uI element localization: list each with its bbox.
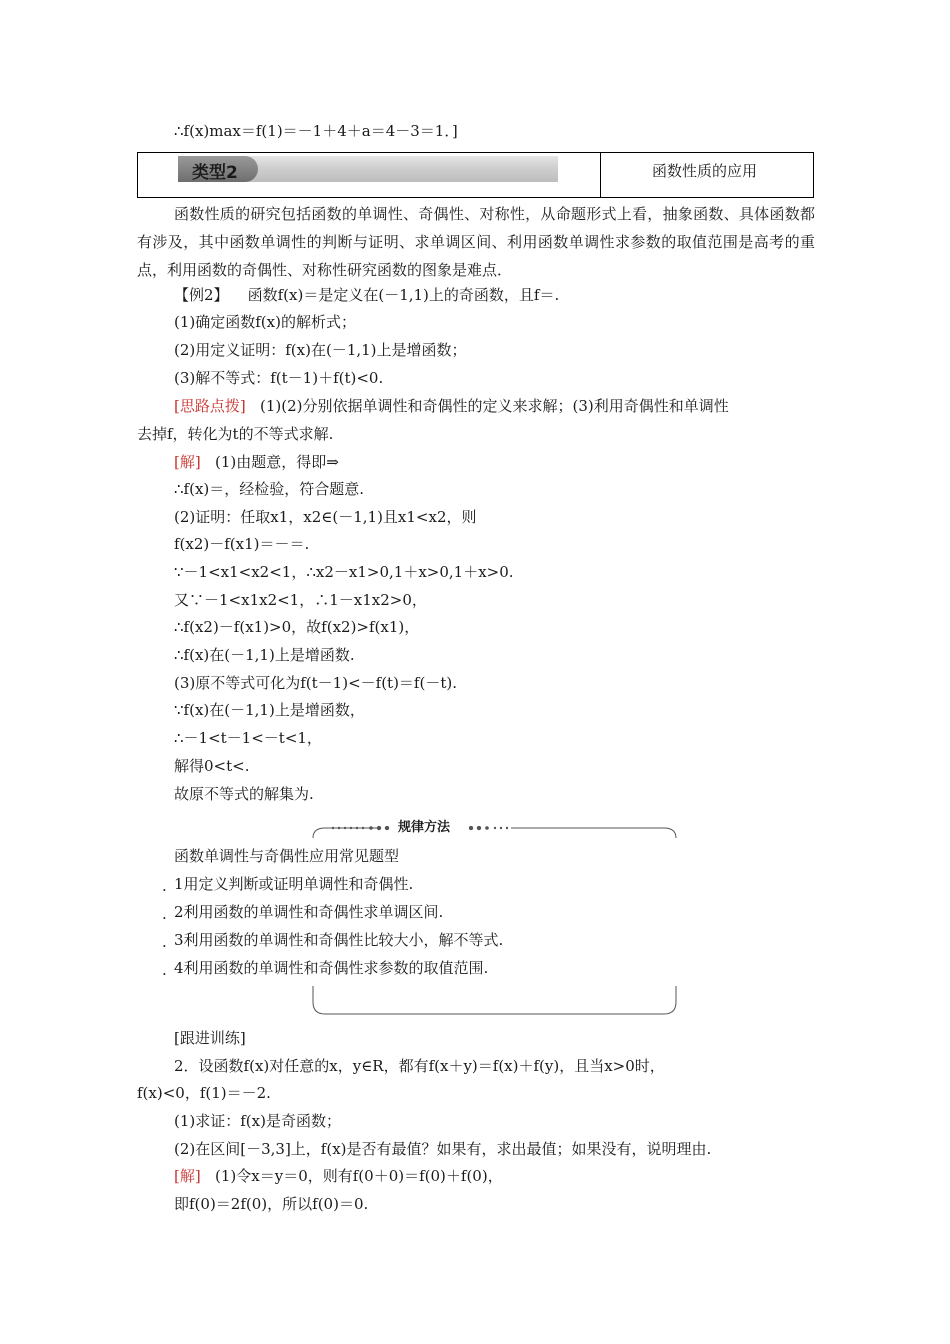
solution-line: 解得0<t<. — [174, 757, 250, 775]
solution-line: f(x2)－f(x1)＝－＝. — [174, 535, 310, 553]
intro-paragraph: 函数性质的研究包括函数的单调性、奇偶性、对称性，从命题形式上看，抽象函数、具体函数都有涉及，其中函数单调性的判断与证明、求单调区间、利用函数单调性求参数的取值范围是高考的重点，利用函数的奇偶性、对称性研究函数的图象是难点． — [137, 205, 815, 279]
hint-line-2: 去掉f，转化为t的不等式求解. — [137, 425, 334, 443]
bullet-dot: . — [162, 961, 167, 979]
method-item: 1用定义判断或证明单调性和奇偶性. — [174, 875, 414, 893]
example-part-1: (1)确定函数f(x)的解析式； — [174, 313, 356, 331]
solution-line: 故原不等式的解集为. — [174, 785, 314, 803]
solution-first-line — [174, 452, 339, 472]
solution-line: (2)证明：任取x1，x2∈(－1,1)且x1<x2，则 — [174, 508, 477, 526]
example-statement — [174, 285, 559, 305]
bullet-dot: . — [162, 933, 167, 951]
training-problem-line-1: 2．设函数f(x)对任意的x，y∈R，都有f(x＋y)＝f(x)＋f(y)，且当x>0时， — [174, 1057, 665, 1075]
solution-line: ∵f(x)在(－1,1)上是增函数， — [174, 701, 365, 719]
method-heading: 函数单调性与奇偶性应用常见题型 — [174, 847, 400, 865]
header-divider — [600, 152, 601, 198]
bullet-dot: . — [162, 905, 167, 923]
solution-line: ∴f(x2)－f(x1)>0，故f(x2)>f(x1)， — [174, 618, 420, 636]
hint-text: (1)(2)分别依据单调性和奇偶性的定义来求解；(3)利用奇偶性和单调性 — [260, 397, 729, 415]
method-item: 3利用函数的单调性和奇偶性比较大小，解不等式. — [174, 931, 504, 949]
section-tag: 类型2 — [192, 163, 238, 183]
method-item: 4利用函数的单调性和奇偶性求参数的取值范围. — [174, 959, 489, 977]
method-title: 规律方法 — [395, 816, 453, 835]
solution-label: [解] — [174, 453, 201, 471]
hint-label: [思路点拨] — [174, 397, 246, 415]
training-part-2: (2)在区间[－3,3]上，f(x)是否有最值？如果有，求出最值；如果没有，说明理由. — [174, 1140, 712, 1158]
solution-line: ∴f(x)在(－1,1)上是增函数. — [174, 646, 355, 664]
example-part-3: (3)解不等式：f(t－1)＋f(t)<0. — [174, 369, 384, 387]
example-text: 函数f(x)＝是定义在(－1,1)上的奇函数，且f＝. — [247, 286, 560, 304]
solution-line: ∴－1<t－1<－t<1， — [174, 729, 322, 747]
solution-first: (1)由题意，得即⇒ — [215, 453, 339, 471]
hint-line-1 — [174, 396, 729, 416]
training-problem-line-2: f(x)<0，f(1)＝－2. — [137, 1084, 271, 1102]
training-solution-line-1 — [174, 1166, 503, 1186]
example-label: 【例2】 — [174, 286, 229, 304]
example-part-2: (2)用定义证明：f(x)在(－1,1)上是增函数； — [174, 341, 467, 359]
solution-line: 又∵－1<x1x2<1，∴1－x1x2>0， — [174, 591, 427, 609]
solution-line: (3)原不等式可化为f(t－1)<－f(t)＝f(－t). — [174, 674, 457, 692]
method-item: 2利用函数的单调性和奇偶性求单调区间. — [174, 903, 444, 921]
training-label: [跟进训练] — [174, 1029, 246, 1047]
training-solution-text: (1)令x＝y＝0，则有f(0＋0)＝f(0)＋f(0)， — [215, 1167, 503, 1185]
bullet-dot: . — [162, 877, 167, 895]
solution-line: ∴f(x)＝，经检验，符合题意. — [174, 480, 365, 498]
training-solution-line-2: 即f(0)＝2f(0)，所以f(0)＝0. — [174, 1195, 369, 1213]
section-title: 函数性质的应用 — [652, 162, 758, 180]
training-solution-label: [解] — [174, 1167, 201, 1185]
solution-line: ∵－1<x1<x2<1，∴x2－x1>0,1＋x>0,1＋x>0. — [174, 563, 514, 581]
previous-conclusion: ∴f(x)max＝f(1)＝－1＋4＋a＝4－3＝1．] — [174, 122, 458, 140]
training-part-1: (1)求证：f(x)是奇函数； — [174, 1112, 341, 1130]
